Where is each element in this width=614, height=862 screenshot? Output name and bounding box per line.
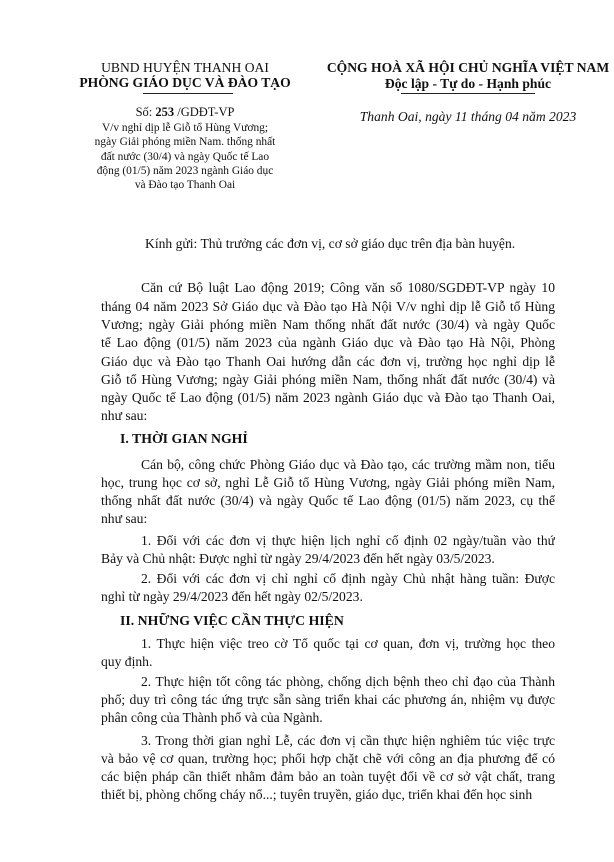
section-1-paragraph-line: học, trung học cơ sở, nghỉ Lễ Giỗ tổ Hùng Vương, ngày Giải phóng miền Nam, bbox=[101, 475, 555, 490]
section-2-item-3-line: các biện pháp cần thiết nhằm đảm bảo an toàn tuyệt đối về cơ sở vật chất, trang bbox=[101, 769, 555, 784]
recipient: Kính gửi: Thủ trưởng các đơn vị, cơ sở giáo dục trên địa bàn huyện. bbox=[145, 236, 516, 251]
section-2-item-1-line: quy định. bbox=[101, 654, 153, 669]
section-2-item-1-line: 1. Thực hiện việc treo cờ Tổ quốc tại cơ quan, đơn vị, trường học theo bbox=[141, 636, 555, 651]
section-2-item-3-line: 3. Trong thời gian nghỉ Lễ, các đơn vị cần thực hiện nghiêm túc việc trực bbox=[141, 733, 555, 748]
number-suffix: /GDĐT-VP bbox=[177, 105, 235, 119]
section-2-item-3-line: và bảo vệ cơ quan, trường học; phối hợp chặt chẽ với công an địa phương để có bbox=[101, 751, 555, 766]
intro-paragraph-line: Vương; ngày Giải phóng miền Nam thống nhất đất nước (30/4) và ngày Quốc bbox=[101, 317, 555, 332]
section-1-item-1-line: 1. Đối với các đơn vị thực hiện lịch nghỉ cố định 02 ngày/tuần vào thứ bbox=[141, 533, 555, 548]
national-title: CỘNG HOÀ XÃ HỘI CHỦ NGHĨA VIỆT NAM bbox=[326, 60, 610, 75]
section-2-heading: II. NHỮNG VIỆC CẦN THỰC HIỆN bbox=[120, 613, 344, 628]
section-1-paragraph-line: Cán bộ, công chức Phòng Giáo dục và Đào tạo, các trường mầm non, tiểu bbox=[141, 457, 555, 472]
section-1-paragraph-line: thống nhất đất nước (30/4) và ngày Quốc tế Lao động (01/5) năm 2023, cụ thể bbox=[101, 493, 555, 508]
number-value: 253 bbox=[155, 105, 175, 119]
section-1-item-1-line: Bảy và Chủ nhật: Được nghỉ từ ngày 29/4/2023 đến hết ngày 03/5/2023. bbox=[101, 551, 495, 566]
org-parent: UBND HUYỆN THANH OAI bbox=[101, 60, 269, 75]
section-1-heading: I. THỜI GIAN NGHỈ bbox=[120, 431, 248, 446]
subject-line: đất nước (30/4) và ngày Quốc tế Lao bbox=[100, 151, 270, 163]
section-1-paragraph-line: như sau: bbox=[101, 511, 148, 526]
motto-underline bbox=[401, 93, 535, 94]
intro-paragraph-line: như sau: bbox=[101, 408, 148, 423]
section-1-item-2-line: nghỉ từ ngày 29/4/2023 đến hết ngày 02/5/2023. bbox=[101, 589, 363, 604]
place-date: Thanh Oai, ngày 11 tháng 04 năm 2023 bbox=[359, 109, 577, 124]
section-1-item-2-line: 2. Đối với các đơn vị chỉ nghỉ cố định ngày Chủ nhật hàng tuần: Được bbox=[141, 571, 555, 586]
section-2-item-3-line: thiết bị, phòng chống cháy nổ...; tuyên truyền, giáo dục, triển khai đến học sinh bbox=[101, 787, 533, 802]
intro-paragraph-line: Giỗ tổ Hùng Vương; ngày Giải phóng miền Nam, thống nhất đất nước (30/4) và bbox=[101, 372, 555, 387]
org-underline bbox=[143, 93, 233, 94]
subject-line: V/v nghỉ dịp lễ Giỗ tổ Hùng Vương; bbox=[101, 122, 269, 134]
number-prefix: Số: bbox=[135, 105, 153, 119]
section-2-item-2-line: phân công của Thành phố và của Ngành. bbox=[101, 710, 323, 725]
national-motto: Độc lập - Tự do - Hạnh phúc bbox=[384, 76, 552, 91]
subject-line: và Đào tạo Thanh Oai bbox=[134, 179, 236, 191]
intro-paragraph-line: tháng 04 năm 2023 Sở Giáo dục và Đào tạo Hà Nội V/v nghỉ dịp lễ Giỗ tổ Hùng bbox=[101, 299, 555, 314]
intro-paragraph-line: ngày Quốc tế Lao động (01/5) năm 2023 ngành Giáo dục và Đào tạo Thanh Oai, bbox=[101, 390, 555, 405]
document-number bbox=[80, 105, 290, 120]
section-2-item-2-line: 2. Thực hiện tốt công tác phòng, chống dịch bệnh theo chỉ đạo của Thành bbox=[141, 674, 555, 689]
intro-paragraph-line: tế Lao động (01/5) năm 2023 của ngành Giáo dục và Đào tạo Hà Nội, Phòng bbox=[101, 335, 555, 350]
intro-paragraph-line: Căn cứ Bộ luật Lao động 2019; Công văn số 1080/SGDĐT-VP ngày 10 bbox=[141, 280, 555, 295]
section-2-item-2-line: phố; duy trì công tác ứng trực sẵn sàng triển khai các phương án, nhiệm vụ được bbox=[101, 692, 555, 707]
subject-line: động (01/5) năm 2023 ngành Giáo dục bbox=[96, 165, 274, 177]
subject-line: ngày Giải phóng miền Nam. thống nhất bbox=[94, 136, 276, 148]
intro-paragraph-line: Giáo dục và Đào tạo Thanh Oai hướng dẫn các đơn vị, trường học nghỉ dịp lễ bbox=[101, 354, 555, 369]
org-name: PHÒNG GIÁO DỤC VÀ ĐÀO TẠO bbox=[79, 75, 291, 90]
